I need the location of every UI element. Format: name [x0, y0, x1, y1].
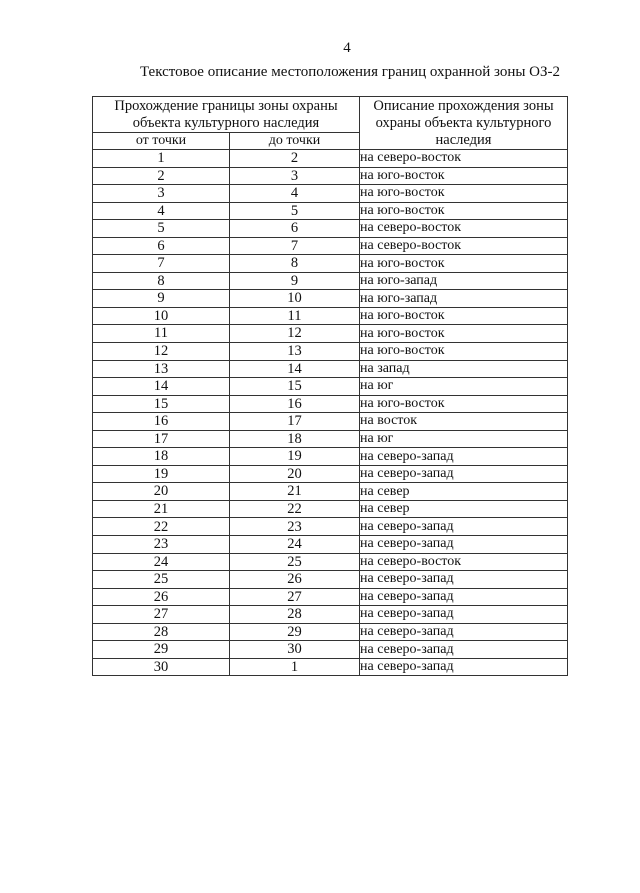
cell-from-point: 10	[93, 307, 230, 325]
header-boundary-passage: Прохождение границы зоны охраны объекта культурного наследия	[93, 97, 360, 133]
cell-to-point: 29	[230, 623, 360, 641]
cell-from-point: 12	[93, 343, 230, 361]
table-row	[93, 202, 568, 220]
cell-from-point: 16	[93, 413, 230, 431]
table-row	[93, 220, 568, 238]
cell-to-point: 9	[230, 272, 360, 290]
cell-from-point: 30	[93, 658, 230, 676]
cell-from-point: 6	[93, 237, 230, 255]
cell-to-point: 23	[230, 518, 360, 536]
cell-to-point: 10	[230, 290, 360, 308]
header-description: Описание прохождения зоны охраны объекта культурного наследия	[360, 97, 568, 150]
cell-direction: на северо-запад	[360, 571, 568, 589]
table-row	[93, 606, 568, 624]
table-row	[93, 500, 568, 518]
table-row	[93, 272, 568, 290]
header-from-point: от точки	[93, 133, 230, 150]
table-row	[93, 325, 568, 343]
cell-to-point: 1	[230, 658, 360, 676]
cell-direction: на юг	[360, 430, 568, 448]
cell-direction: на юго-восток	[360, 185, 568, 203]
cell-direction: на северо-запад	[360, 658, 568, 676]
cell-to-point: 28	[230, 606, 360, 624]
cell-to-point: 22	[230, 500, 360, 518]
cell-to-point: 15	[230, 378, 360, 396]
cell-to-point: 13	[230, 343, 360, 361]
cell-direction: на север	[360, 483, 568, 501]
cell-direction: на юго-восток	[360, 395, 568, 413]
cell-from-point: 2	[93, 167, 230, 185]
cell-from-point: 26	[93, 588, 230, 606]
cell-to-point: 2	[230, 150, 360, 168]
cell-from-point: 4	[93, 202, 230, 220]
cell-from-point: 19	[93, 465, 230, 483]
cell-to-point: 16	[230, 395, 360, 413]
cell-from-point: 3	[93, 185, 230, 203]
table-row	[93, 150, 568, 168]
table-row	[93, 623, 568, 641]
cell-from-point: 22	[93, 518, 230, 536]
cell-to-point: 5	[230, 202, 360, 220]
cell-direction: на восток	[360, 413, 568, 431]
table-row	[93, 395, 568, 413]
cell-direction: на северо-запад	[360, 465, 568, 483]
cell-from-point: 25	[93, 571, 230, 589]
cell-from-point: 18	[93, 448, 230, 466]
table-row	[93, 483, 568, 501]
document-title: Текстовое описание местоположения границ охранной зоны ОЗ-2	[139, 64, 561, 80]
cell-direction: на юго-восток	[360, 343, 568, 361]
table-row	[93, 360, 568, 378]
header-to-point: до точки	[230, 133, 360, 150]
cell-direction: на северо-запад	[360, 518, 568, 536]
cell-from-point: 21	[93, 500, 230, 518]
cell-direction: на северо-запад	[360, 588, 568, 606]
cell-direction: на северо-запад	[360, 606, 568, 624]
table-row	[93, 536, 568, 554]
cell-to-point: 19	[230, 448, 360, 466]
cell-from-point: 15	[93, 395, 230, 413]
table-row	[93, 571, 568, 589]
cell-direction: на север	[360, 500, 568, 518]
cell-to-point: 27	[230, 588, 360, 606]
cell-from-point: 9	[93, 290, 230, 308]
cell-direction: на юго-восток	[360, 255, 568, 273]
cell-from-point: 23	[93, 536, 230, 554]
table-row	[93, 167, 568, 185]
cell-to-point: 3	[230, 167, 360, 185]
cell-to-point: 20	[230, 465, 360, 483]
page-number: 4	[343, 40, 351, 56]
cell-from-point: 27	[93, 606, 230, 624]
cell-from-point: 13	[93, 360, 230, 378]
table-row	[93, 448, 568, 466]
cell-direction: на юго-восток	[360, 202, 568, 220]
cell-from-point: 8	[93, 272, 230, 290]
cell-from-point: 24	[93, 553, 230, 571]
cell-direction: на северо-восток	[360, 237, 568, 255]
table-row	[93, 307, 568, 325]
cell-direction: на юго-восток	[360, 307, 568, 325]
cell-to-point: 14	[230, 360, 360, 378]
table-row	[93, 658, 568, 676]
cell-to-point: 30	[230, 641, 360, 659]
table-row	[93, 588, 568, 606]
cell-direction: на северо-восток	[360, 150, 568, 168]
cell-to-point: 21	[230, 483, 360, 501]
cell-to-point: 24	[230, 536, 360, 554]
table-row	[93, 237, 568, 255]
cell-to-point: 26	[230, 571, 360, 589]
cell-to-point: 18	[230, 430, 360, 448]
cell-direction: на северо-восток	[360, 553, 568, 571]
cell-from-point: 20	[93, 483, 230, 501]
cell-to-point: 6	[230, 220, 360, 238]
table-row	[93, 465, 568, 483]
cell-to-point: 11	[230, 307, 360, 325]
table-row	[93, 378, 568, 396]
table-row	[93, 343, 568, 361]
table-row	[93, 290, 568, 308]
cell-from-point: 1	[93, 150, 230, 168]
table-row	[93, 518, 568, 536]
table-body	[93, 150, 568, 676]
cell-from-point: 17	[93, 430, 230, 448]
cell-direction: на северо-запад	[360, 536, 568, 554]
table-row	[93, 553, 568, 571]
cell-from-point: 28	[93, 623, 230, 641]
cell-to-point: 12	[230, 325, 360, 343]
cell-from-point: 29	[93, 641, 230, 659]
cell-to-point: 25	[230, 553, 360, 571]
cell-direction: на запад	[360, 360, 568, 378]
cell-direction: на юго-восток	[360, 167, 568, 185]
cell-to-point: 4	[230, 185, 360, 203]
cell-direction: на северо-запад	[360, 448, 568, 466]
cell-to-point: 7	[230, 237, 360, 255]
cell-direction: на северо-запад	[360, 623, 568, 641]
cell-direction: на юго-восток	[360, 325, 568, 343]
table-row	[93, 185, 568, 203]
boundary-table	[92, 96, 568, 676]
table-row	[93, 413, 568, 431]
cell-direction: на юго-запад	[360, 290, 568, 308]
cell-direction: на юго-запад	[360, 272, 568, 290]
cell-to-point: 17	[230, 413, 360, 431]
cell-direction: на северо-запад	[360, 641, 568, 659]
cell-to-point: 8	[230, 255, 360, 273]
cell-from-point: 11	[93, 325, 230, 343]
cell-direction: на северо-восток	[360, 220, 568, 238]
cell-from-point: 5	[93, 220, 230, 238]
cell-direction: на юг	[360, 378, 568, 396]
table-row	[93, 641, 568, 659]
cell-from-point: 14	[93, 378, 230, 396]
cell-from-point: 7	[93, 255, 230, 273]
table-row	[93, 430, 568, 448]
table-row	[93, 255, 568, 273]
